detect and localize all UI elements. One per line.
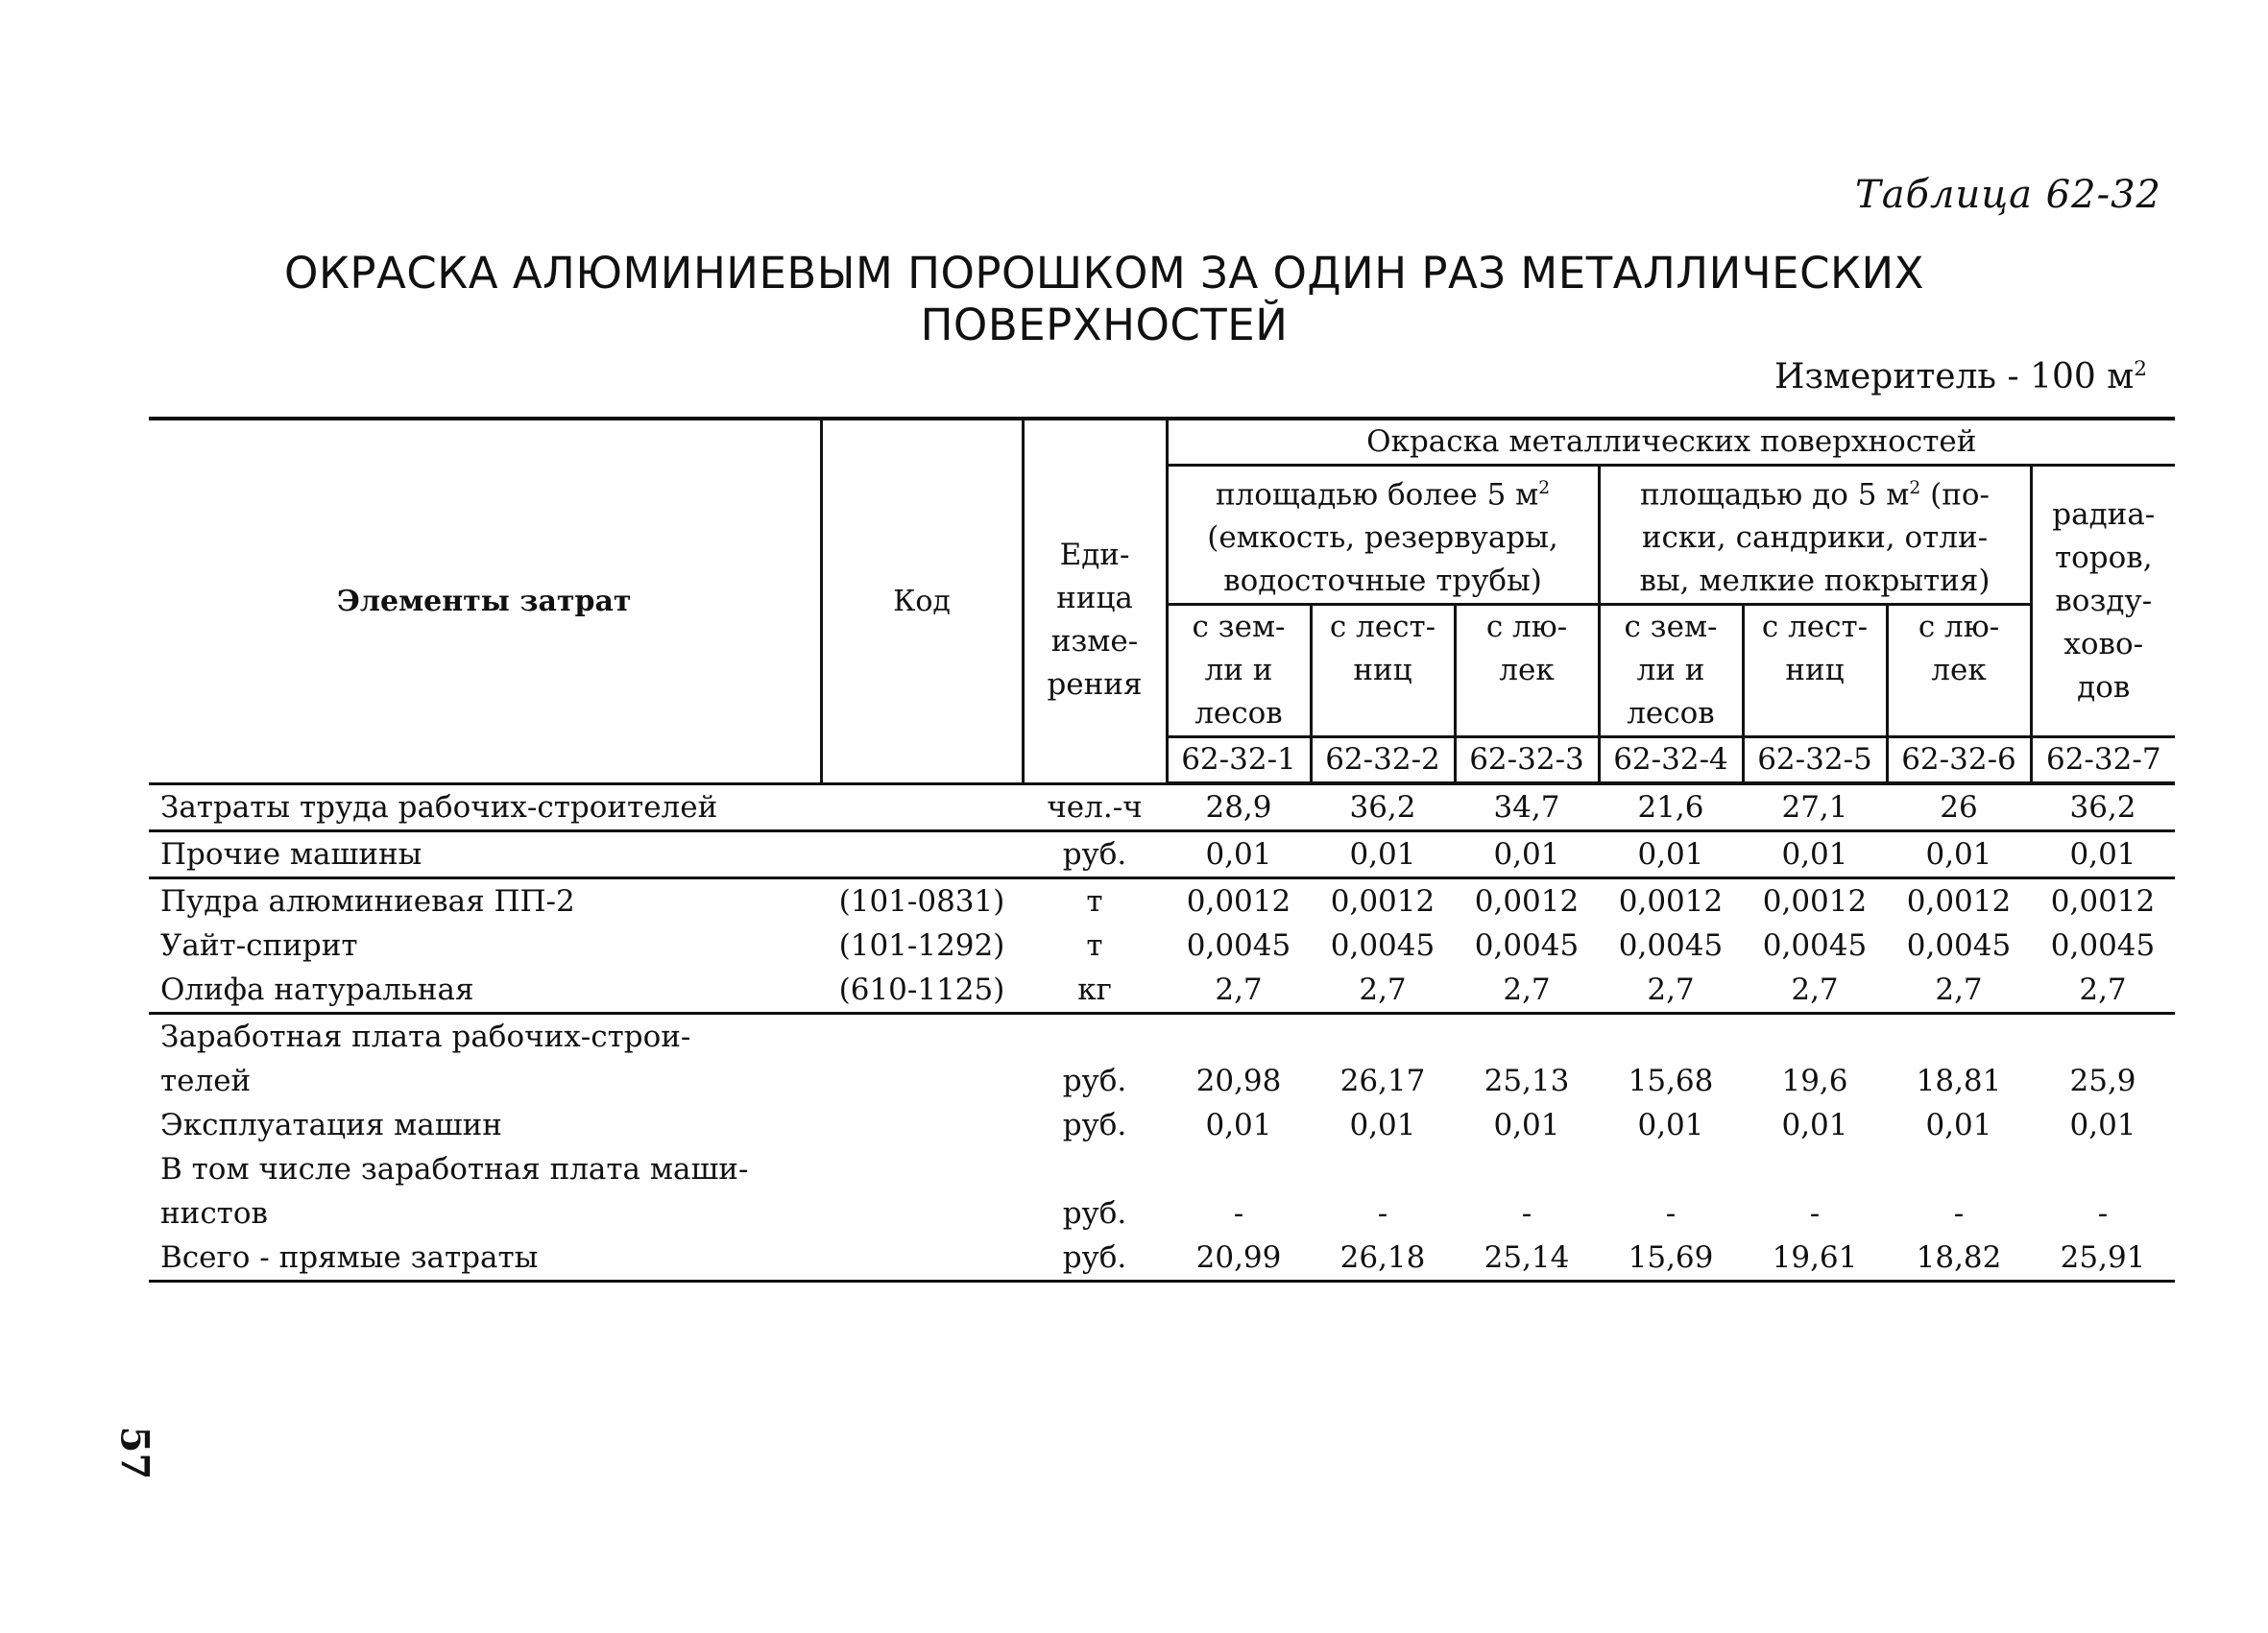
- table-body: [149, 783, 2175, 1282]
- row-value: 15,69: [1599, 1236, 1743, 1282]
- table-row: [149, 968, 2175, 1014]
- row-resource-code: [821, 1236, 1023, 1282]
- row-value: -: [1665, 1196, 1677, 1232]
- row-unit: руб.: [1023, 831, 1167, 878]
- row-value: -: [1809, 1196, 1821, 1232]
- row-value: 0,0012: [1330, 884, 1436, 920]
- group-b-sup: 2: [1909, 478, 1921, 498]
- row-value: 34,7: [1455, 783, 1599, 831]
- row-resource-code: (101-0831): [838, 884, 1005, 920]
- column-code: 62-32-6: [1887, 737, 2031, 784]
- row-value: 0,01: [1205, 1108, 1272, 1143]
- row-value: 0,0045: [1330, 928, 1436, 964]
- row-value: 2,7: [1311, 968, 1455, 1014]
- row-value: 25,14: [1455, 1236, 1599, 1282]
- row-value: 0,0045: [1474, 928, 1580, 964]
- row-value: 0,0012: [2050, 884, 2156, 920]
- header-group-main: Окраска металлических поверхностей: [1167, 419, 2175, 466]
- header-group-large-area: [1167, 466, 1599, 605]
- row-value: 0,01: [2069, 1108, 2136, 1143]
- header-unit: Еди- ница изме- рения: [1023, 419, 1167, 783]
- row-unit: руб.: [1062, 1064, 1127, 1099]
- title-line-2: ПОВЕРХНОСТЕЙ: [920, 300, 1289, 350]
- row-value: 26: [1887, 783, 2031, 831]
- row-value: 26,17: [1339, 1064, 1426, 1099]
- row-value: 0,01: [1887, 831, 2031, 878]
- subcolumn-header: с зем- ли и лесов: [1599, 605, 1743, 737]
- row-value: 0,01: [1311, 831, 1455, 878]
- row-value: 27,1: [1743, 783, 1887, 831]
- row-unit: руб.: [1062, 1196, 1127, 1232]
- row-value: 0,01: [2031, 831, 2175, 878]
- row-value: 15,68: [1628, 1064, 1714, 1099]
- row-value: -: [1521, 1196, 1532, 1232]
- subcolumn-header: с лест- ниц: [1743, 605, 1887, 737]
- row-value: 36,2: [1311, 783, 1455, 831]
- column-code: 62-32-4: [1599, 737, 1743, 784]
- row-unit: руб.: [1062, 1108, 1127, 1143]
- subcolumn-header: с лест- ниц: [1311, 605, 1455, 737]
- row-element-name: Прочие машины: [149, 831, 821, 878]
- row-value: 21,6: [1599, 783, 1743, 831]
- row-value: -: [1953, 1196, 1965, 1232]
- measure-superscript: 2: [2134, 357, 2147, 381]
- header-elements: Элементы затрат: [149, 419, 821, 783]
- row-value: 0,01: [1637, 1108, 1704, 1143]
- group-b-line2: (по- иски, сандрики, отли- вы, мелкие покрытия): [1639, 477, 1991, 599]
- table-row: [149, 783, 2175, 831]
- row-resource-code: [821, 1103, 1023, 1147]
- column-code: 62-32-3: [1455, 737, 1599, 784]
- row-element-name: Заработная плата рабочих-строи- телей: [160, 1020, 691, 1099]
- row-value: 0,01: [1743, 831, 1887, 878]
- row-value: 18,81: [1916, 1064, 2002, 1099]
- subcolumn-header: с зем- ли и лесов: [1167, 605, 1311, 737]
- row-resource-code: (101-1292): [838, 928, 1005, 964]
- table-number-label: Таблица 62-32: [1855, 173, 2161, 217]
- measure-label: Измеритель - 100 м: [1773, 357, 2135, 396]
- group-b-line1: площадью до 5 м: [1639, 477, 1910, 513]
- row-value: 0,01: [1781, 1108, 1848, 1143]
- row-value: -: [1233, 1196, 1244, 1232]
- title-line-1: ОКРАСКА АЛЮМИНИЕВЫМ ПОРОШКОМ ЗА ОДИН РАЗ МЕТАЛЛИЧЕСКИХ: [284, 248, 1924, 299]
- row-element-name: Эксплуатация машин: [160, 1108, 502, 1143]
- row-element-name: Уайт-спирит: [160, 928, 358, 964]
- row-value: 25,9: [2069, 1064, 2136, 1099]
- row-value: 0,0045: [1906, 928, 2012, 964]
- row-value: 25,91: [2031, 1236, 2175, 1282]
- column-code: 62-32-1: [1167, 737, 1311, 784]
- group-a-line1: площадью более 5 м: [1215, 477, 1539, 513]
- document-title: [144, 248, 2064, 351]
- measurement-unit: [1774, 357, 2147, 396]
- row-value: 0,0045: [2050, 928, 2156, 964]
- row-resource-code: (610-1125): [821, 968, 1023, 1014]
- row-value: 18,82: [1887, 1236, 2031, 1282]
- row-unit: чел.-ч: [1023, 783, 1167, 831]
- header-code: Код: [821, 419, 1023, 783]
- row-value: 2,7: [1743, 968, 1887, 1014]
- subcolumn-header: с лю- лек: [1887, 605, 2031, 737]
- row-value: 36,2: [2031, 783, 2175, 831]
- row-value: 2,7: [1167, 968, 1311, 1014]
- column-code: 62-32-5: [1743, 737, 1887, 784]
- row-value: 19,61: [1743, 1236, 1887, 1282]
- row-value: 0,0045: [1618, 928, 1724, 964]
- row-value: 0,01: [1455, 831, 1599, 878]
- table-row: [149, 1103, 2175, 1147]
- row-value: 26,18: [1311, 1236, 1455, 1282]
- row-value: 0,0045: [1186, 928, 1291, 964]
- row-unit: руб.: [1023, 1236, 1167, 1282]
- row-value: 20,99: [1167, 1236, 1311, 1282]
- table-row: [149, 924, 2175, 968]
- row-resource-code: [821, 1147, 1023, 1236]
- row-value: 19,6: [1781, 1064, 1848, 1099]
- group-a-line2: (емкость, резервуары, водосточные трубы): [1207, 520, 1558, 599]
- row-element-name: Затраты труда рабочих-строителей: [149, 783, 821, 831]
- group-a-sup: 2: [1538, 478, 1551, 498]
- row-value: 2,7: [1887, 968, 2031, 1014]
- cost-table: [149, 417, 2175, 1283]
- row-value: 0,0045: [1762, 928, 1868, 964]
- row-element-name: В том числе заработная плата маши- нистов: [160, 1152, 749, 1232]
- row-value: -: [1377, 1196, 1388, 1232]
- row-element-name: Олифа натуральная: [149, 968, 821, 1014]
- row-value: 2,7: [1455, 968, 1599, 1014]
- row-value: 0,01: [1925, 1108, 1992, 1143]
- row-resource-code: [821, 783, 1023, 831]
- row-value: 0,01: [1493, 1108, 1560, 1143]
- table-row: [149, 831, 2175, 878]
- row-value: 2,7: [1599, 968, 1743, 1014]
- row-value: 0,0012: [1762, 884, 1868, 920]
- row-value: 0,01: [1599, 831, 1743, 878]
- header-group-small-area: [1599, 466, 2031, 605]
- column-code: 62-32-7: [2031, 737, 2175, 784]
- row-value: 25,13: [1484, 1064, 1570, 1099]
- row-value: 2,7: [2031, 968, 2175, 1014]
- row-value: 0,01: [1349, 1108, 1416, 1143]
- row-value: 0,0012: [1186, 884, 1291, 920]
- header-group-radiators: радиа- торов, возду- хово- дов: [2031, 466, 2175, 737]
- row-value: 20,98: [1195, 1064, 1282, 1099]
- table-header: [149, 419, 2175, 783]
- row-unit: т: [1086, 928, 1103, 964]
- table-row: [149, 1014, 2175, 1104]
- row-value: 0,0012: [1618, 884, 1724, 920]
- column-code: 62-32-2: [1311, 737, 1455, 784]
- row-value: 28,9: [1167, 783, 1311, 831]
- row-resource-code: [821, 1014, 1023, 1104]
- row-resource-code: [821, 831, 1023, 878]
- subcolumn-header: с лю- лек: [1455, 605, 1599, 737]
- page-number: 57: [111, 1426, 157, 1480]
- row-element-name: Всего - прямые затраты: [149, 1236, 821, 1282]
- row-value: 0,01: [1167, 831, 1311, 878]
- table-row: [149, 878, 2175, 925]
- table-row: [149, 1147, 2175, 1236]
- row-unit: т: [1086, 884, 1103, 920]
- row-unit: кг: [1023, 968, 1167, 1014]
- row-value: 0,0012: [1906, 884, 2012, 920]
- row-value: 0,0012: [1474, 884, 1580, 920]
- table-row: [149, 1236, 2175, 1282]
- row-value: -: [2097, 1196, 2109, 1232]
- row-element-name: Пудра алюминиевая ПП-2: [160, 884, 575, 920]
